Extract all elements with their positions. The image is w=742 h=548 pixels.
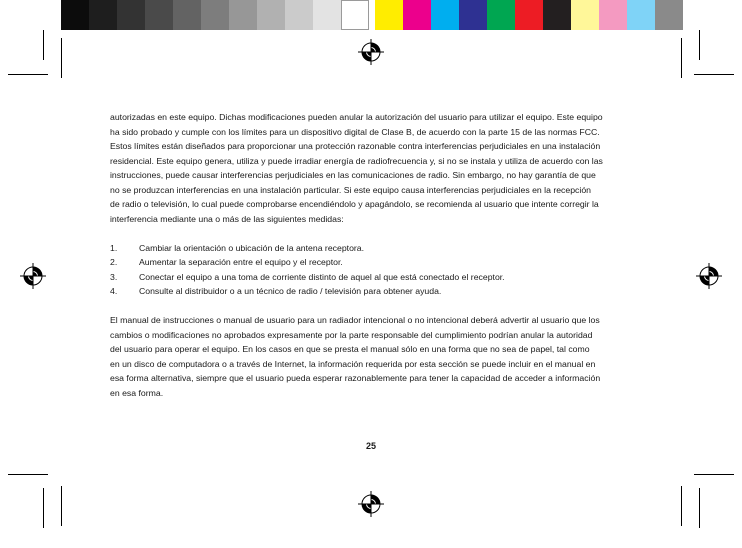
text-line: interferencia mediante una o más de las siguientes medidas:: [110, 213, 344, 224]
gray-swatch: [257, 0, 285, 30]
registration-mark-icon: [696, 263, 722, 289]
color-swatch: [403, 0, 431, 30]
text-line: no se produzcan interferencias en una instalación particular. Si este equipo causa interferencias perjudiciales en la recepción: [110, 184, 591, 195]
list-text: Conectar el equipo a una toma de corriente distinto de aquel al que está conectado el receptor.: [139, 271, 505, 282]
crop-mark: [681, 38, 682, 78]
text-line: autorizadas en este equipo. Dichas modificaciones pueden anular la autorización del usuario para utilizar el equipo. Este equipo: [110, 112, 603, 122]
list-text: Aumentar la separación entre el equipo y el receptor.: [139, 257, 343, 267]
measures-list: [110, 241, 670, 299]
crop-mark: [681, 486, 682, 526]
registration-mark-icon: [358, 491, 384, 517]
crop-mark: [694, 474, 734, 475]
list-item: [110, 270, 670, 285]
gray-swatch: [285, 0, 313, 30]
color-swatch: [571, 0, 599, 30]
color-swatch: [515, 0, 543, 30]
crop-mark: [43, 488, 44, 528]
list-number: 2.: [110, 257, 118, 267]
gray-swatch: [61, 0, 89, 30]
paragraph-manual-notice: [110, 313, 670, 400]
paragraph-fcc-notice: [110, 110, 670, 226]
text-line: del usuario para operar el equipo. En los casos en que se presta el manual sólo en una forma que no sea de papel, tal como: [110, 344, 590, 354]
gray-swatch: [201, 0, 229, 30]
gray-swatch: [89, 0, 117, 30]
document-body: [110, 110, 670, 400]
color-swatch: [459, 0, 487, 30]
gray-swatch: [341, 0, 369, 30]
color-swatch: [375, 0, 403, 30]
crop-mark: [61, 486, 62, 526]
crop-mark: [694, 74, 734, 75]
registration-mark-icon: [20, 263, 46, 289]
list-text: Cambiar la orientación o ubicación de la antena receptora.: [139, 242, 365, 253]
text-line: residencial. Este equipo genera, utiliza y puede irradiar energía de radiofrecuencia y, si no se instala y utiliza de acuerdo con las: [110, 155, 603, 166]
color-swatch: [627, 0, 655, 30]
gray-swatch: [117, 0, 145, 30]
color-swatch: [599, 0, 627, 30]
list-number: 4.: [110, 286, 118, 296]
text-line: El manual de instrucciones o manual de usuario para un radiador intencional o no intencional deberá advertir al usuario que los: [110, 315, 600, 325]
text-line: en un disco de computadora o a través de Internet, la información requerida por esta sección se puede incluir en el manual en: [110, 358, 596, 369]
color-swatch: [543, 0, 571, 30]
registration-mark-icon: [358, 39, 384, 65]
text-line: ha sido probado y cumple con los límites para un dispositivo digital de Clase B, de acuerdo con la parte 15 de las normas FCC.: [110, 126, 600, 137]
text-line: de radio o televisión, lo cual puede comprobarse encendiéndolo y apagándolo, se recomienda al usuario que intente corregir la: [110, 199, 599, 209]
gray-swatch: [145, 0, 173, 30]
page-number: 25: [365, 441, 376, 451]
list-number: 1.: [110, 242, 118, 253]
list-number: 3.: [110, 271, 118, 282]
crop-mark: [8, 74, 48, 75]
text-line: esa forma alternativa, siempre que el usuario pueda esperar razonablemente para tener la capacidad de acceder a información: [110, 373, 601, 383]
color-swatch: [487, 0, 515, 30]
grayscale-bar: [61, 0, 369, 30]
crop-mark: [8, 474, 48, 475]
color-bar: [375, 0, 683, 30]
gray-swatch: [229, 0, 257, 30]
color-swatch: [431, 0, 459, 30]
color-swatch: [655, 0, 683, 30]
crop-mark: [699, 488, 700, 528]
text-line: Estos límites están diseñados para proporcionar una protección razonable contra interferencias perjudiciales en una instalación: [110, 141, 601, 151]
list-item: [110, 241, 670, 256]
text-line: instrucciones, puede causar interferencias perjudiciales en las comunicaciones de radio. Sin embargo, no hay garantía de que: [110, 170, 596, 180]
gray-swatch: [313, 0, 341, 30]
list-item: [110, 284, 670, 299]
text-line: cambios o modificaciones no aprobados expresamente por la parte responsable del cumplimiento podrían anular la autoridad: [110, 329, 593, 340]
list-text: Consulte al distribuidor o a un técnico de radio / televisión para obtener ayuda.: [139, 286, 442, 296]
crop-mark: [61, 38, 62, 78]
gray-swatch: [173, 0, 201, 30]
text-line: en esa forma.: [110, 387, 164, 398]
crop-mark: [699, 30, 700, 60]
list-item: [110, 255, 670, 270]
crop-mark: [43, 30, 44, 60]
